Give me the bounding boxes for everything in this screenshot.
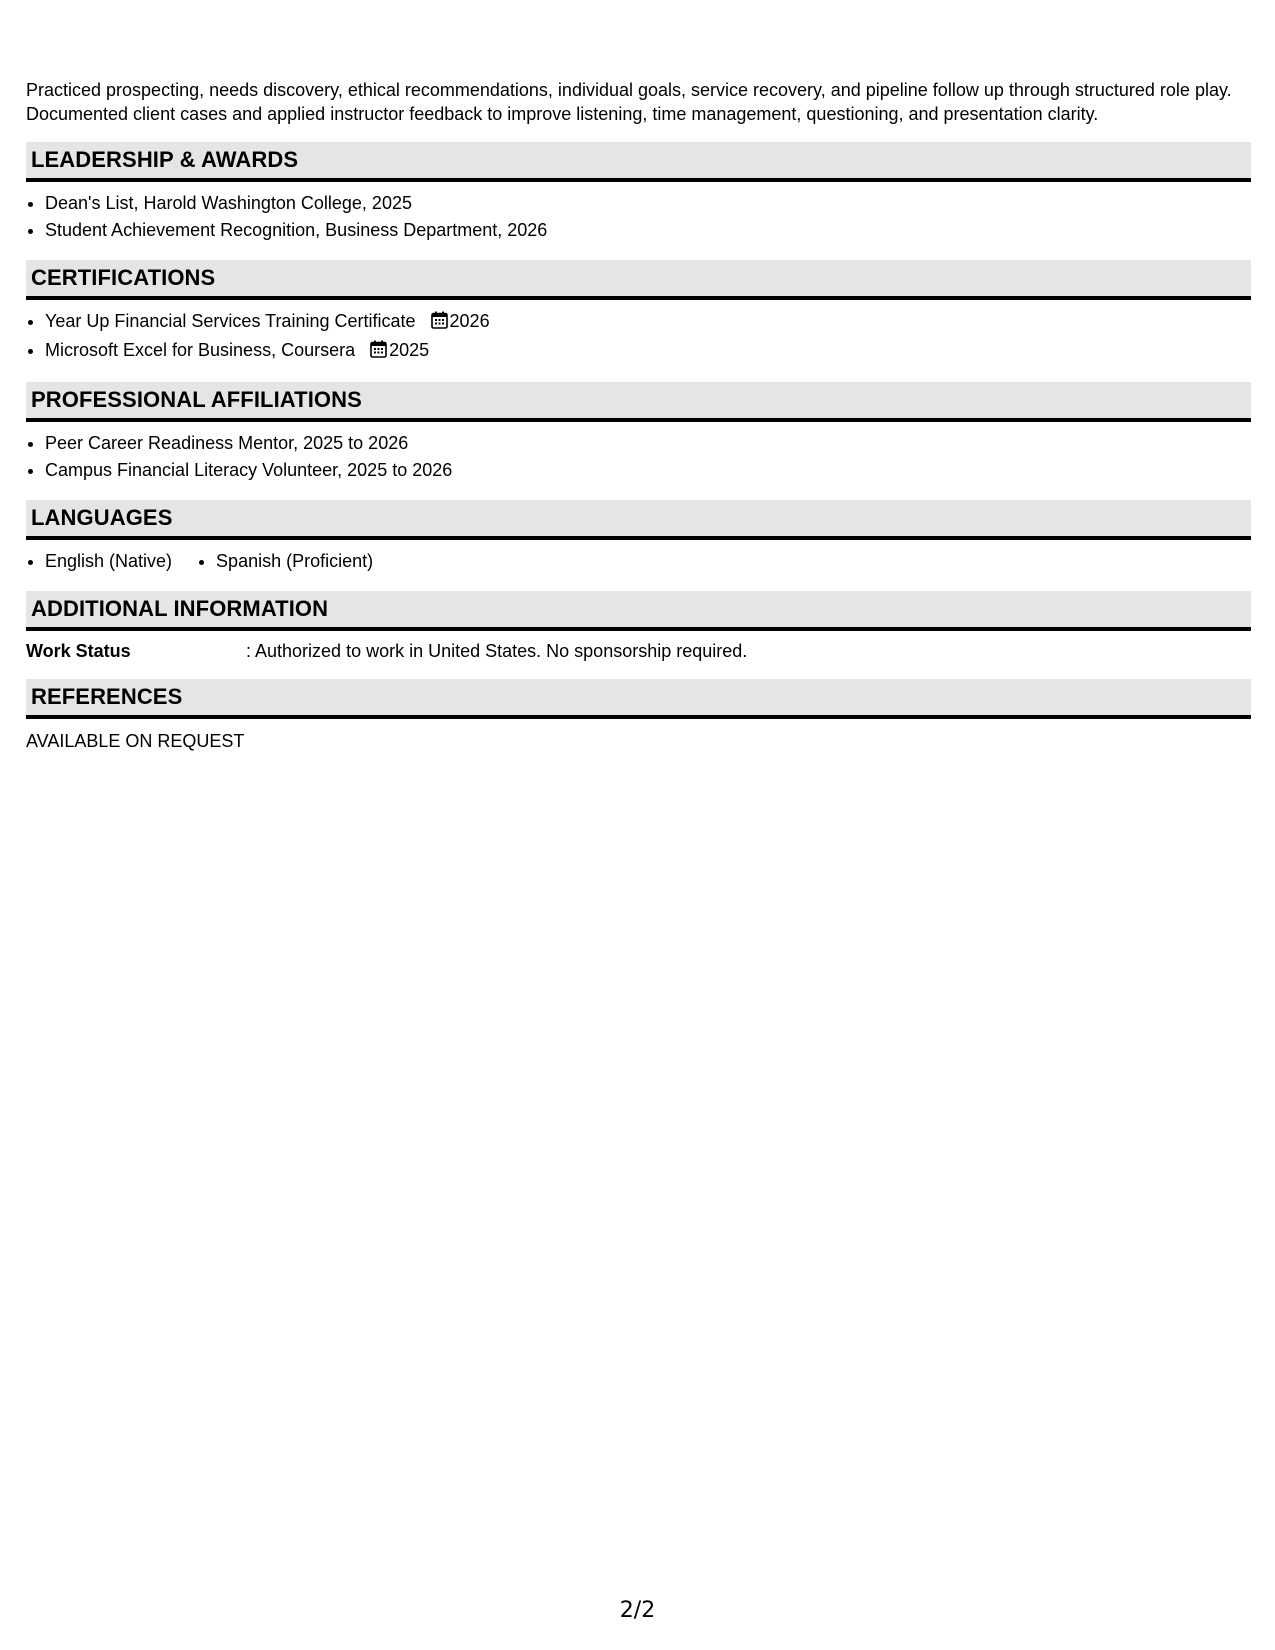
- list-item: • Peer Career Readiness Mentor, 2025 to 2026: [45, 430, 1251, 457]
- resume-page: [26, 78, 1251, 753]
- additional-section-header: [26, 591, 1251, 631]
- certifications-list: [26, 308, 1251, 366]
- page-number: 2/2: [619, 1598, 656, 1623]
- references-text: AVAILABLE ON REQUEST: [26, 731, 245, 751]
- certifications-section-header: [26, 260, 1251, 300]
- list-item: [45, 337, 1251, 366]
- affiliations-section-title: PROFESSIONAL AFFILIATIONS: [31, 387, 362, 412]
- language-item: • English (Native): [45, 548, 172, 575]
- experience-description: Practiced prospecting, needs discovery, ethical recommendations, individual goals, service recovery, and pipeline follow up through structured role play. Documented client cases and applied instructor feedback to improve listening, time management, questioning, and presentation clarity.: [26, 80, 1232, 124]
- calendar-icon: [431, 310, 448, 337]
- additional-section-title: ADDITIONAL INFORMATION: [31, 596, 329, 621]
- calendar-icon: [370, 339, 387, 366]
- languages-list: [26, 548, 1251, 575]
- list-item: • Dean's List, Harold Washington College, 2025: [45, 190, 1251, 217]
- list-item: • Student Achievement Recognition, Business Department, 2026: [45, 217, 1251, 244]
- references-section-title: REFERENCES: [31, 684, 183, 709]
- leadership-list: [26, 190, 1251, 244]
- affiliations-list: [26, 430, 1251, 484]
- certification-year: 2025: [389, 340, 430, 360]
- certifications-section-title: CERTIFICATIONS: [31, 265, 216, 290]
- certification-year: 2026: [449, 311, 490, 331]
- work-status-row: [26, 639, 1251, 663]
- leadership-section-title: LEADERSHIP & AWARDS: [31, 147, 299, 172]
- affiliations-section-header: [26, 382, 1251, 422]
- leadership-section-header: [26, 142, 1251, 182]
- list-item: [45, 308, 1251, 337]
- languages-section-header: [26, 500, 1251, 540]
- list-item: • Campus Financial Literacy Volunteer, 2025 to 2026: [45, 457, 1251, 484]
- certification-name: Microsoft Excel for Business, Coursera: [45, 340, 356, 360]
- work-status-value: : Authorized to work in United States. No sponsorship required.: [246, 641, 748, 661]
- work-status-label: Work Status: [26, 641, 131, 661]
- language-item: • Spanish (Proficient): [216, 548, 373, 575]
- references-section-header: [26, 679, 1251, 719]
- languages-section-title: LANGUAGES: [31, 505, 173, 530]
- certification-name: Year Up Financial Services Training Certificate: [45, 311, 416, 331]
